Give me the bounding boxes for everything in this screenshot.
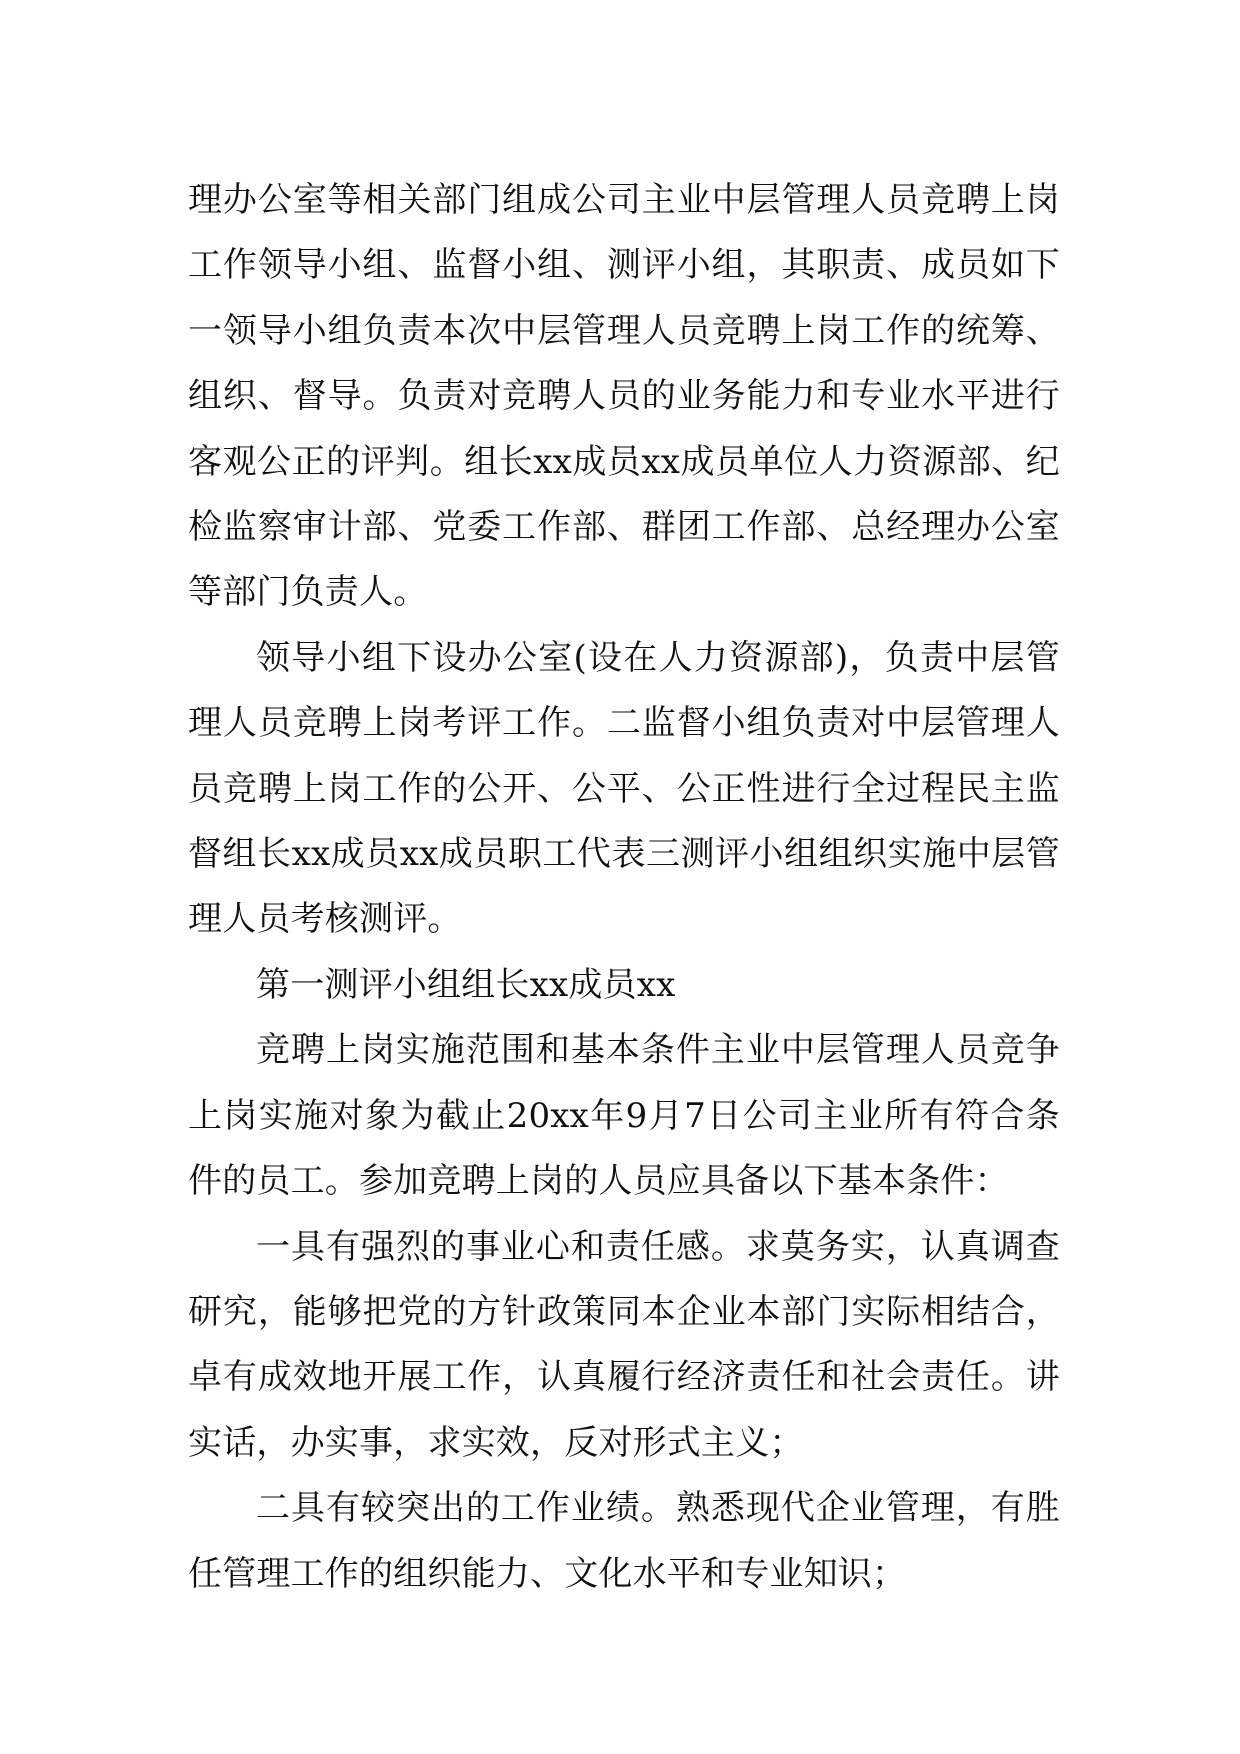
- paragraph-6: 二具有较突出的工作业绩。熟悉现代企业管理，有胜任管理工作的组织能力、文化水平和专业知识；: [188, 1488, 1060, 1594]
- paragraph-4: 竞聘上岗实施范围和基本条件主业中层管理人员竞争上岗实施对象为截止20xx年9月7日公司主业所有符合条件的员工。参加竞聘上岗的人员应具备以下基本条件：: [188, 1030, 1060, 1202]
- paragraph-1: 理办公室等相关部门组成公司主业中层管理人员竞聘上岗工作领导小组、监督小组、测评小组，其职责、成员如下一领导小组负责本次中层管理人员竞聘上岗工作的统筹、组织、督导。负责对竞聘人员的业务能力和专业水平进行客观公正的评判。组长xx成员xx成员单位人力资源部、纪检监察审计部、党委工作部、群团工作部、总经理办公室等部门负责人。: [188, 180, 1060, 613]
- document-body: [188, 168, 1060, 1607]
- paragraph-2: 领导小组下设办公室(设在人力资源部)，负责中层管理人员竞聘上岗考评工作。二监督小组负责对中层管理人员竞聘上岗工作的公开、公平、公正性进行全过程民主监督组长xx成员xx成员职工代表三测评小组组织实施中层管理人员考核测评。: [188, 637, 1060, 940]
- paragraph-5: 一具有强烈的事业心和责任感。求莫务实，认真调查研究，能够把党的方针政策同本企业本部门实际相结合，卓有成效地开展工作，认真履行经济责任和社会责任。讲实话，办实事，求实效，反对形式主义；: [188, 1226, 1060, 1463]
- paragraph-3: 第一测评小组组长xx成员xx: [256, 964, 676, 1005]
